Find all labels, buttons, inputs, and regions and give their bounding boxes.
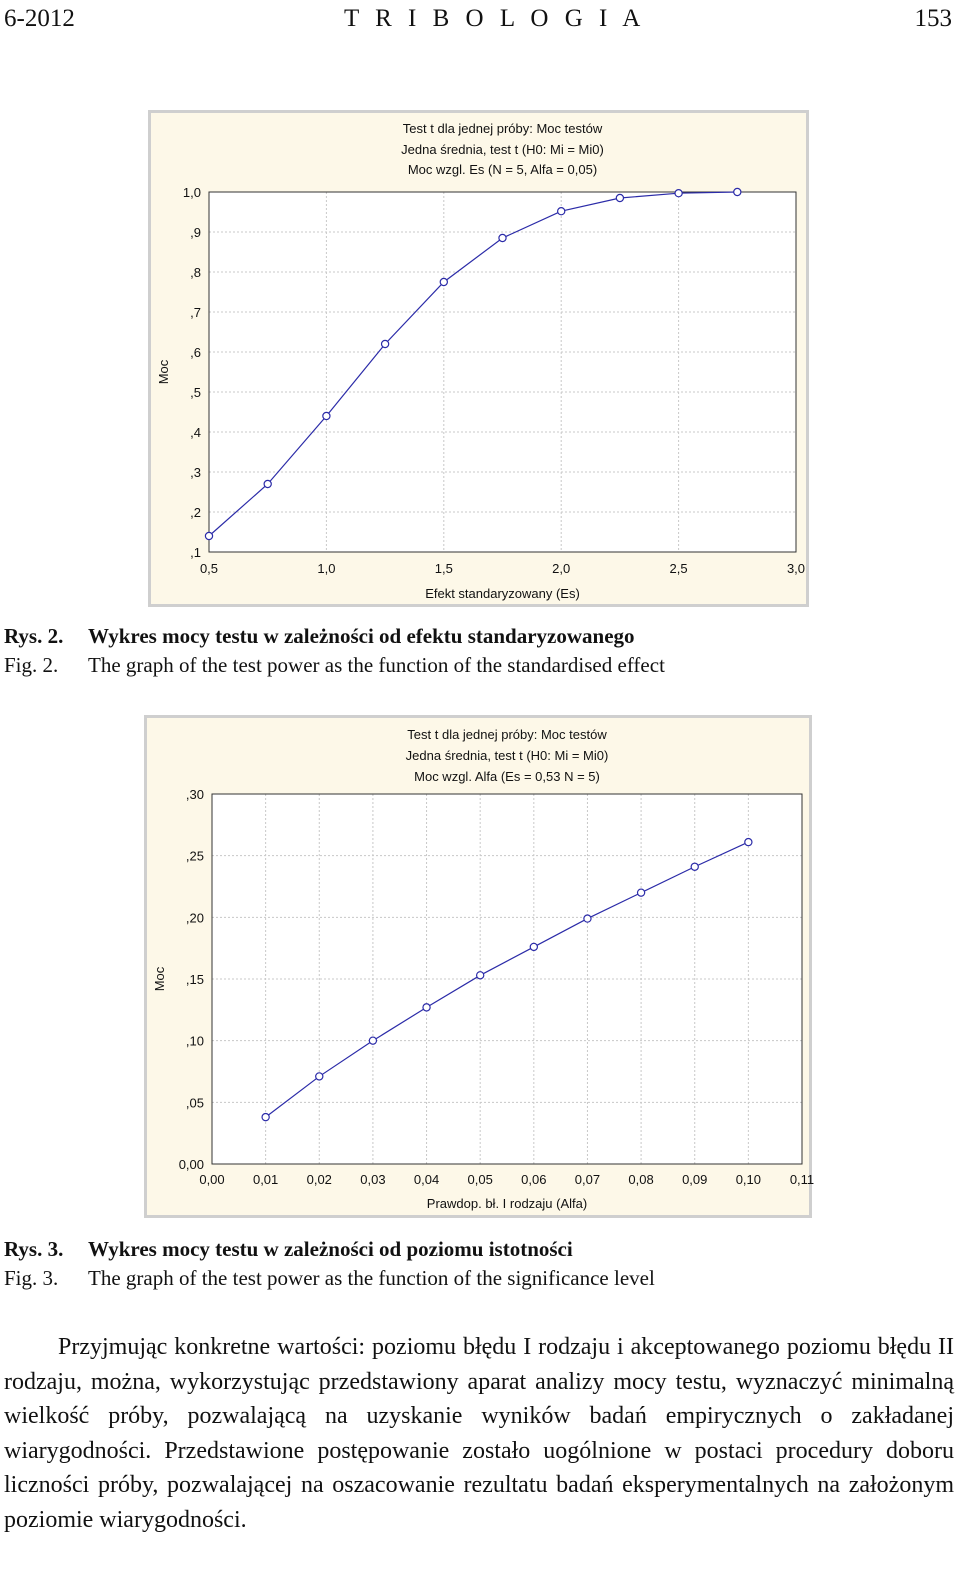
x-tick-label: 2,5 [669, 561, 688, 576]
y-tick-label: ,20 [185, 910, 204, 926]
y-tick-label: ,9 [190, 225, 201, 240]
y-tick-label: ,4 [190, 425, 201, 440]
y-tick-label: ,10 [185, 1033, 204, 1049]
chart-subtitle: Jedna średnia, test t (H0: Mi = Mi0) [405, 748, 609, 763]
data-point [262, 1114, 269, 1121]
x-tick-label: 0,00 [199, 1172, 225, 1187]
data-point [423, 1004, 430, 1011]
issue-number: 6-2012 [4, 5, 75, 32]
x-tick-label: 0,10 [735, 1172, 762, 1187]
data-point [499, 234, 506, 241]
y-tick-label: ,3 [190, 465, 201, 480]
x-axis-label: Efekt standaryzowany (Es) [425, 586, 580, 601]
data-point [637, 889, 644, 896]
x-tick-label: 0,11 [789, 1172, 815, 1187]
y-tick-label: ,8 [190, 265, 201, 280]
x-tick-label: 0,09 [682, 1172, 708, 1187]
x-tick-label: 1,0 [317, 561, 336, 576]
y-tick-label: ,2 [190, 505, 201, 520]
data-point [675, 190, 682, 197]
x-tick-label: 0,02 [306, 1172, 332, 1187]
plot-area [209, 192, 796, 552]
figure-2-chart [148, 110, 809, 607]
data-point [584, 915, 591, 922]
y-tick-label: ,25 [185, 848, 204, 864]
x-tick-label: 0,07 [574, 1172, 601, 1187]
chart-title: Test t dla jednej próby: Moc testów [402, 121, 603, 136]
x-tick-label: 3,0 [786, 561, 806, 576]
x-tick-label: 0,06 [521, 1172, 547, 1187]
journal-title: T R I B O L O G I A [344, 5, 646, 32]
figure-3-chart [144, 715, 815, 1218]
page-header [4, 2, 952, 36]
data-point [477, 972, 484, 979]
y-tick-label: ,7 [190, 305, 201, 320]
x-tick-label: 0,01 [252, 1172, 279, 1187]
y-axis-label: Moc [152, 966, 167, 992]
y-tick-label: ,05 [185, 1095, 204, 1111]
data-point [264, 480, 271, 487]
y-tick-label: ,1 [190, 545, 201, 560]
figure-3-caption-en: Fig. 3. The graph of the test power as the function of the significance level [4, 1266, 655, 1290]
y-tick-label: ,15 [185, 972, 204, 987]
x-tick-label: 0,03 [360, 1172, 386, 1187]
data-point [616, 194, 623, 201]
chart-title: Test t dla jednej próby: Moc testów [407, 727, 607, 742]
x-tick-label: 0,5 [199, 561, 219, 576]
figure-2-caption-en: Fig. 2. The graph of the test power as the function of the standardised effect [4, 653, 665, 677]
y-tick-label: 1,0 [182, 185, 201, 200]
chart-subtitle: Moc wzgl. Es (N = 5, Alfa = 0,05) [407, 162, 598, 177]
chart-subtitle: Moc wzgl. Alfa (Es = 0,53 N = 5) [414, 769, 600, 784]
data-point [558, 208, 565, 215]
y-axis-label: Moc [156, 359, 171, 385]
data-point [734, 188, 741, 195]
figure-2-caption-pl: Rys. 2. Wykres mocy testu w zależności od efektu standaryzowanego [4, 624, 635, 648]
data-point [745, 839, 752, 846]
x-tick-label: 0,04 [413, 1172, 440, 1187]
page-number: 153 [914, 5, 952, 32]
data-point [440, 278, 447, 285]
x-axis-label: Prawdop. bł. I rodzaju (Alfa) [426, 1196, 588, 1211]
data-point [316, 1073, 323, 1080]
data-point [369, 1037, 376, 1044]
x-tick-label: 1,5 [434, 561, 453, 576]
y-tick-label: ,6 [190, 345, 201, 360]
y-tick-label: ,30 [185, 787, 204, 802]
figure-3-svg [147, 718, 815, 1215]
y-tick-label: ,5 [190, 385, 201, 400]
body-paragraph: Przyjmując konkretne wartości: poziomu błędu I rodzaju i akceptowanego poziomu błędu II rodzaju, można, wykorzystując przedstawiony aparat analizy mocy testu, wyznaczyć minimalną wielkość próby, pozwalającą na uzyskanie wyników badań empirycznych o zakładanej wiarygodności. Przedstawione postępowanie zostało uogólnione w postaci procedury doboru liczności próby, pozwalającej na oszacowanie rezultatu badań eksperymentalnych na założonym poziomie wiarygodności. [4, 1334, 954, 1533]
y-tick-label: 0,00 [178, 1157, 204, 1172]
data-point [530, 943, 537, 950]
data-point [205, 532, 212, 539]
x-tick-label: 0,08 [628, 1172, 654, 1187]
data-point [323, 412, 330, 419]
data-point [691, 863, 698, 870]
figure-2-svg [151, 113, 806, 604]
x-tick-label: 0,05 [467, 1172, 493, 1187]
chart-subtitle: Jedna średnia, test t (H0: Mi = Mi0) [401, 142, 604, 157]
figure-3-caption-pl: Rys. 3. Wykres mocy testu w zależności od poziomu istotności [4, 1237, 573, 1261]
x-tick-label: 2,0 [552, 561, 571, 576]
data-point [382, 340, 389, 347]
